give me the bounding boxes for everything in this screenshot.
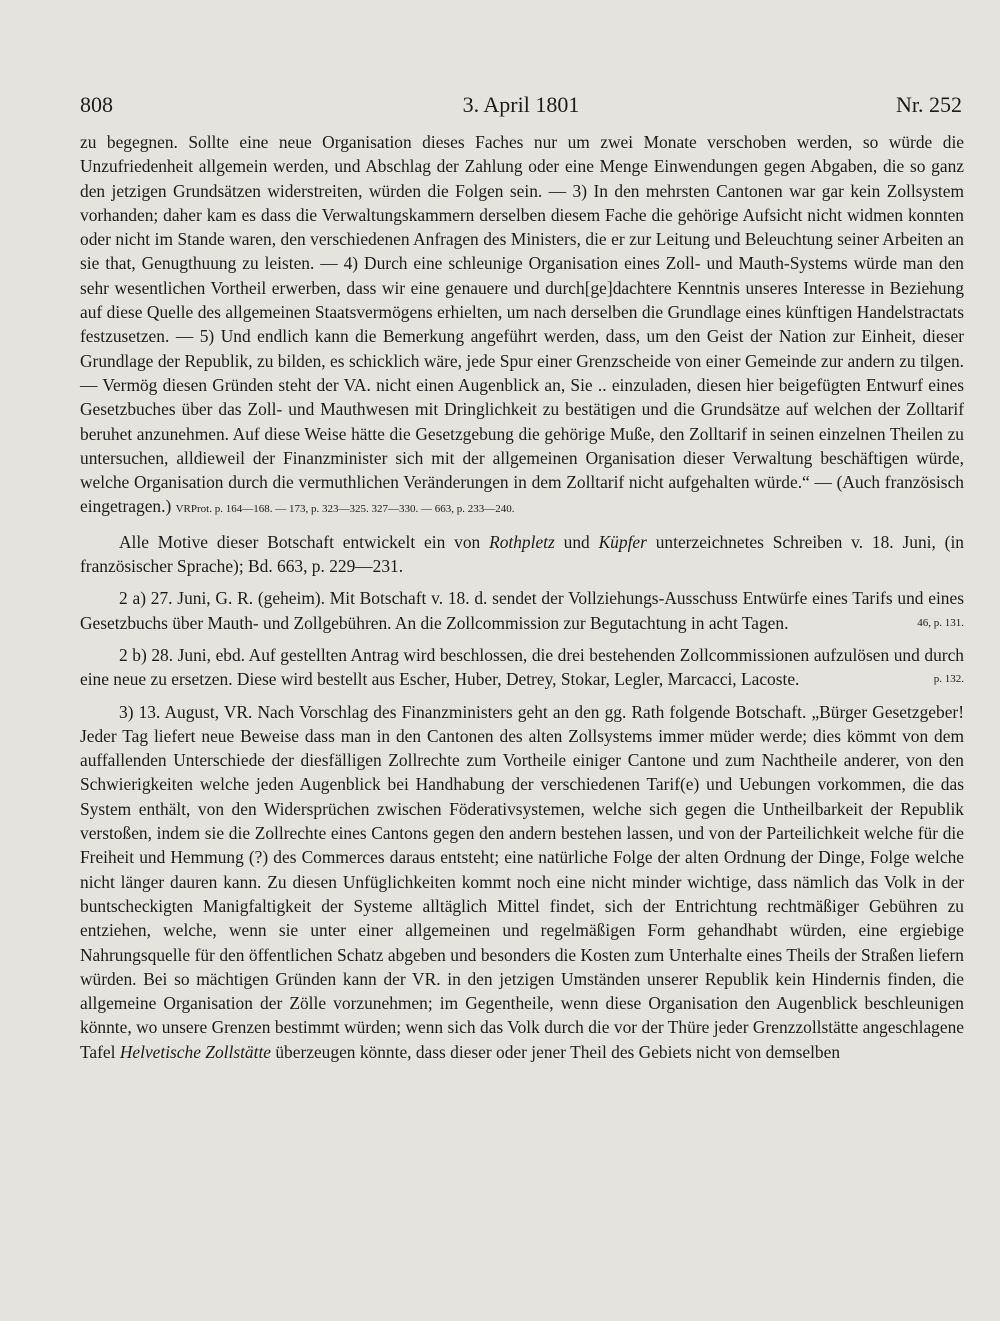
body-text [80,130,964,1064]
paragraph-text: 2 b) 28. Juni, ebd. Auf gestellten Antrag wird beschlossen, die drei bestehenden Zollcommissionen aufzulösen und durch eine neue zu ersetzen. Diese wird bestellt aus Escher, Huber, Detrey, Stokar, Legler, Marcacci, Lacoste. [80,644,964,690]
paragraph-continued-message [80,130,964,522]
header-date: 3. April 1801 [462,92,580,117]
paragraph-text: zu begegnen. Sollte eine neue Organisation dieses Faches nur um zwei Monate verschoben werden, so würde die Unzufriedenheit allgemein werden, und Abschlag der Zahlung oder eine Menge Einwendungen gegen Abgaben, die so ganz den jetzigen Grundsätzen widerstreiten, würden die Folgen sein. — 3) In den mehrsten Cantonen war gar kein Zollsystem vorhanden; daher kam es dass die Verwaltungskammern derselben diesem Fache die gehörige Aufsicht nicht widmen konnten oder nicht im Stande waren, den verschiedenen Anfragen des Ministers, die er zur Leitung und Beleuchtung seiner Arbeiten an sie that, Genugthuung zu leisten. — 4) Durch eine schleunige Organisation eines Zoll- und Mauth-Systems würde man den sehr wesentlichen Vortheil erwerben, dass wir eine genauere und durch[ge]dachtere Kenntnis unseres Interesse in Beziehung auf diese Quelle des allgemeinen Staatsvermögens erhielten, um nach derselben die Grundlage eines künftigen Handelstractats festzusetzen. — 5) Und endlich kann die Bemerkung angeführt werden, dass, um den Geist der Nation zur Einheit, dieser Grundlage der Republik, zu bilden, es schicklich wäre, jede Spur einer Grenzscheide von einer Gemeinde zur andern zu tilgen. — Vermög diesen Gründen steht der VA. nicht einen Augenblick an, Sie .. einzuladen, diesen hier beigefügten Entwurf eines Gesetzbuches über das Zoll- und Mauthwesen mit Dringlichkeit zu bestätigen und die Grundsätze auf welchen der Zolltarif beruhet anzunehmen. Auf diese Weise hätte die Gesetzgebung die gehörige Muße, den Zolltarif in seinen einzelnen Theilen zu untersuchen, alldieweil der Finanzminister sich mit der allgemeinen Organisation dieser Verwaltung beschäftigen würde, welche Organisation durch die vermuthlichen Veränderungen in dem Zolltarif nicht aufgehalten würde.“ — (Auch französisch eingetragen.) [80,132,964,517]
person-name: Rothpletz [489,531,555,552]
paragraph-text: Alle Motive dieser Botschaft entwickelt ein von [119,531,490,552]
paragraph-text: überzeugen könnte, dass dieser oder jener Theil des Gebiets nicht von demselben [271,1041,841,1062]
person-name: Küpfer [598,531,647,552]
source-reference: 46, p. 131. [917,616,964,629]
source-reference: VRProt. p. 164—168. — 173, p. 323—325. 327—330. — 663, p. 233—240. [175,503,515,516]
paragraph-text: und [554,531,599,552]
page-header [80,92,962,122]
paragraph-text: unterzeichnetes Schreiben v. 18. Juni, (in französischer Sprache); Bd. 663, p. 229—231. [80,531,964,577]
source-reference: p. 132. [933,673,964,686]
paragraph-motives [80,530,964,579]
document-number: Nr. 252 [896,92,962,117]
sign-inscription: Helvetische Zollstätte [119,1041,271,1062]
paragraph-text: 3) 13. August, VR. Nach Vorschlag des Finanzministers geht an den gg. Rath folgende Botschaft. „Bürger Gesetzgeber! Jeder Tag liefert neue Beweise dass man in den Cantonen des alten Zollsystems immer müder werde; dies kömmt von dem auffallenden Unterschiede der diesfälligen Zollrechte zum Vortheile einiger Cantone und zum Nachtheile anderer, von den Schwierigkeiten welche jeden Augenblick bei Handhabung der verschiedenen Tarif(e) und Uebungen vorkommen, die das System enthält, von den Widersprüchen zwischen Föderativsystemen, welche sich gegen die Untheilbarkeit der Republik verstoßen, indem sie die Zollrechte eines Cantons gegen den andern bestehen lassen, und von der Parteilichkeit welche für die Freiheit und Hemmung (?) des Commerces daraus entsteht; eine natürliche Folge der alten Ordnung der Dinge, Folge welche nicht länger dauren kann. Zu diesen Unfüglichkeiten kommt noch eine nicht minder wichtige, dass nämlich das Volk in der buntscheckigten Manigfaltigkeit der Systeme alltäglich Mittel findet, sich der Entrichtung rechtmäßiger Gebühren zu entziehen, welche, wenn sie unter einer allgemeinen und regelmäßigen Form gehandhabt würden, eine ergiebige Nahrungsquelle für den öffentlichen Schatz abgeben und besonders die Kosten zum Unterhalte eines Theils der Straßen liefern würden. Bei so mächtigen Gründen kann der VR. in den jetzigen Umständen unserer Republik kein Hindernis finden, die allgemeine Organisation der Zölle vorzunehmen; im Gegentheile, wenn diese Organisation den Augenblick beschleunigen könnte, wo unsere Grenzen bestimmt würden; wenn sich das Volk durch die vor der Thüre jeder Grenzzollstätte angeschlagene Tafel [80,701,964,1062]
paragraph-3 [80,700,964,1064]
paragraph-text: 2 a) 27. Juni, G. R. (geheim). Mit Botschaft v. 18. d. sendet der Vollziehungs-Ausschuss Entwürfe eines Tarifs und eines Gesetzbuchs über Mauth- und Zollgebühren. An die Zollcommission zur Begutachtung in acht Tagen. [80,588,964,633]
paragraph-2a [80,586,964,635]
page-number: 808 [80,92,113,117]
paragraph-2b [80,643,964,692]
